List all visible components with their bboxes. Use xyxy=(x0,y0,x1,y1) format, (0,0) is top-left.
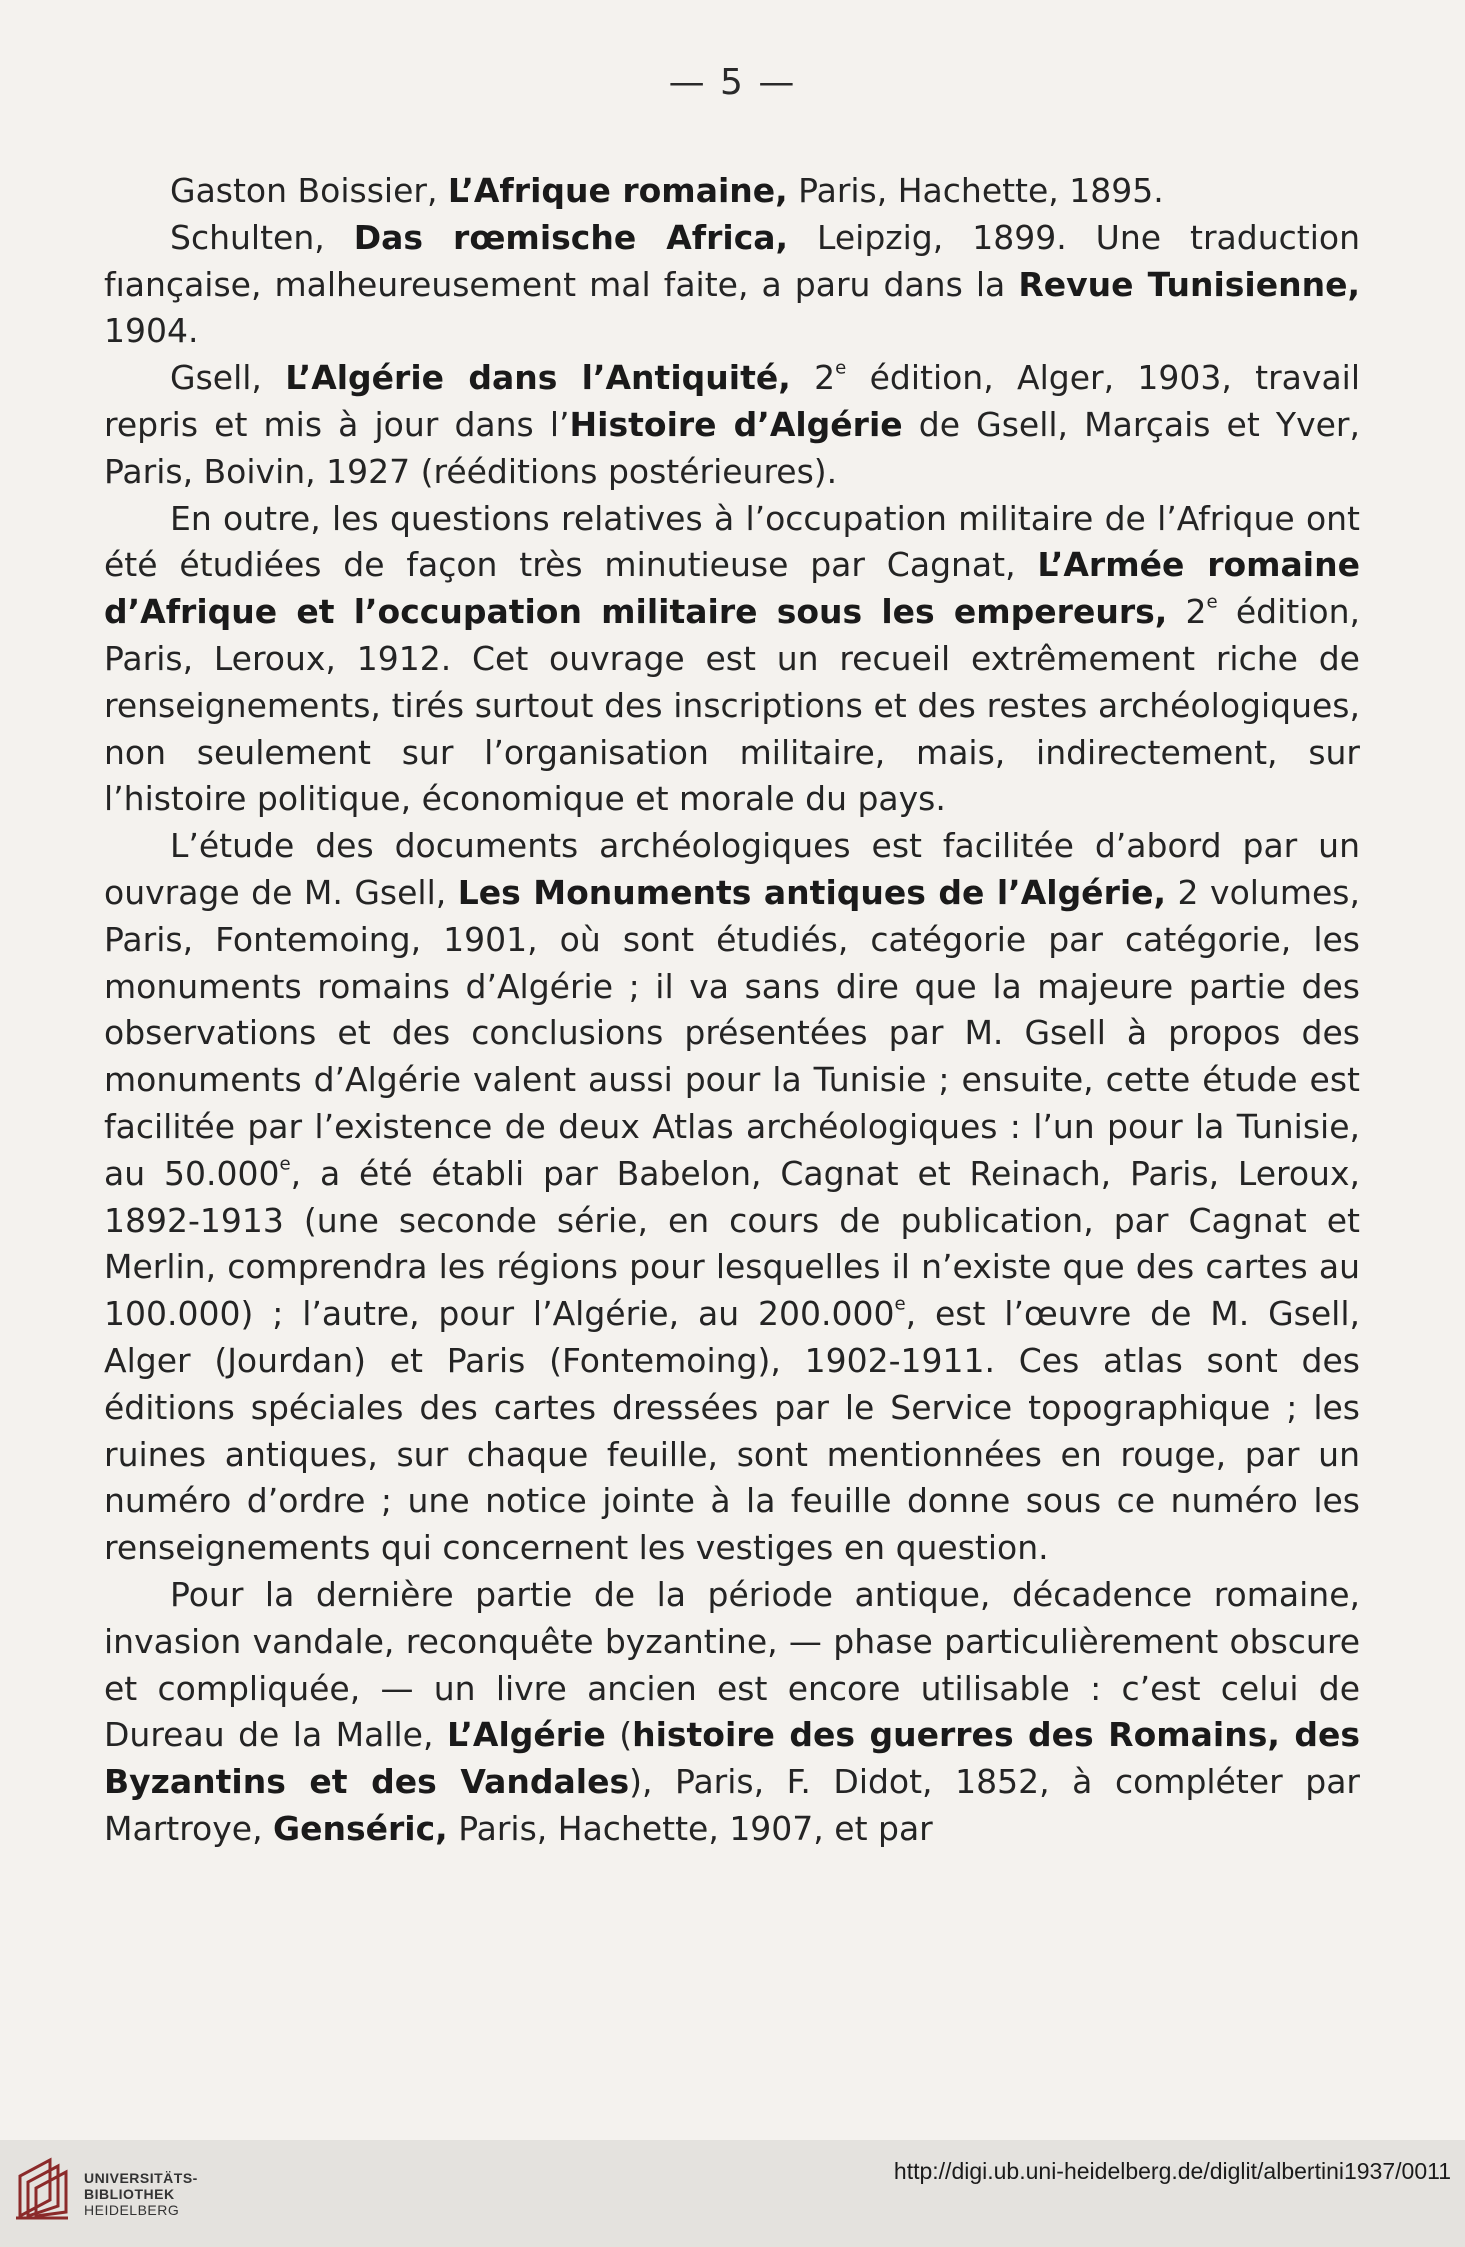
book-title: L’Algérie dans l’Antiquité, xyxy=(285,358,791,398)
journal-title: Revue Tunisienne, xyxy=(1018,264,1360,304)
library-logo xyxy=(10,2154,198,2224)
paragraph-4: En outre, les questions relatives à l’occupation militaire de l’Afrique ont été étudiées de façon très minutieuse par Cagnat, L’Armée romaine d’Afrique et l’occupation militaire sous les empereurs, 2e édition, Paris, Leroux, 1912. Cet ouvrage est un recueil extrêmement riche de renseignements, tirés surtout des inscriptions et des restes archéologiques, non seulement sur l’organisation militaire, mais, indirectement, sur l’histoire politique, économique et morale du pays. xyxy=(104,498,1360,819)
body-text xyxy=(104,168,1360,1853)
book-title: Histoire d’Algérie xyxy=(569,404,903,444)
paragraph-3: Gsell, L’Algérie dans l’Antiquité, 2e édition, Alger, 1903, travail repris et mis à jour dans l’Histoire d’Algérie de Gsell, Marçais et Yver, Paris, Boivin, 1927 (rééditions postérieures). xyxy=(104,357,1360,491)
digitization-footer xyxy=(0,2140,1465,2247)
book-subtitle: histoire des guerres des Romains, des Byzantins et des Vandales xyxy=(104,1715,1360,1802)
library-logo-text: UNIVERSITÄTS- BIBLIOTHEK HEIDELBERG xyxy=(84,2170,198,2218)
book-title: L’Afrique romaine, xyxy=(447,171,788,210)
book-title: Genséric, xyxy=(273,1808,448,1848)
paragraph-2: Schulten, Das rœmische Africa, Leipzig, 1899. Une traduction fıançaise, malheureusement mal faite, a paru dans la Revue Tunisienne, 1904. xyxy=(104,217,1360,351)
paragraph-1: Gaston Boissier, L’Afrique romaine, Paris, Hachette, 1895. xyxy=(170,171,1164,210)
book-title: L’Algérie xyxy=(446,1715,606,1755)
book-title: Das rœmische Africa, xyxy=(353,217,789,257)
paragraph-6: Pour la dernière partie de la période antique, décadence romaine, invasion vandale, reconquête byzantine, — phase particulièrement obscure et compliquée, — un livre ancien est encore utilisable : c’est celui de Dureau de la Malle, L’Algérie (histoire des guerres des Romains, des Byzantins et des Vandales), Paris, F. Didot, 1852, à compléter par Martroye, Genséric, Paris, Hachette, 1907, et par xyxy=(104,1574,1360,1848)
library-logo-icon xyxy=(10,2154,74,2224)
page-number: — 5 — xyxy=(668,62,797,103)
source-url-link[interactable]: http://digi.ub.uni-heidelberg.de/diglit/albertini1937/0011 xyxy=(893,2158,1451,2184)
book-title: L’Armée romaine d’Afrique et l’occupation militaire sous les empereurs, xyxy=(104,545,1360,632)
paragraph-5: L’étude des documents archéologiques est facilitée d’abord par un ouvrage de M. Gsell, Les Monuments antiques de l’Algérie, 2 volumes, Paris, Fontemoing, 1901, où sont étudiés, catégorie par catégorie, les monuments romains d’Algérie ; il va sans dire que la majeure partie des observations et des conclusions présentées par M. Gsell à propos des monuments d’Algérie valent aussi pour la Tunisie ; ensuite, cette étude est facilitée par l’existence de deux Atlas archéologiques : l’un pour la Tunisie, au 50.000e, a été établi par Babelon, Cagnat et Reinach, Paris, Leroux, 1892-1913 (une seconde série, en cours de publication, par Cagnat et Merlin, comprendra les régions pour lesquelles il n’existe que des cartes au 100.000) ; l’autre, pour l’Algérie, au 200.000e, est l’œuvre de M. Gsell, Alger (Jourdan) et Paris (Fontemoing), 1902-1911. Ces atlas sont des éditions spéciales des cartes dressées par le Service topographique ; les ruines antiques, sur chaque feuille, sont mentionnées en rouge, par un numéro d’ordre ; une notice jointe à la feuille donne sous ce numéro les renseignements qui concernent les vestiges en question. xyxy=(104,826,1361,1568)
book-title: Les Monuments antiques de l’Algérie, xyxy=(457,872,1167,912)
